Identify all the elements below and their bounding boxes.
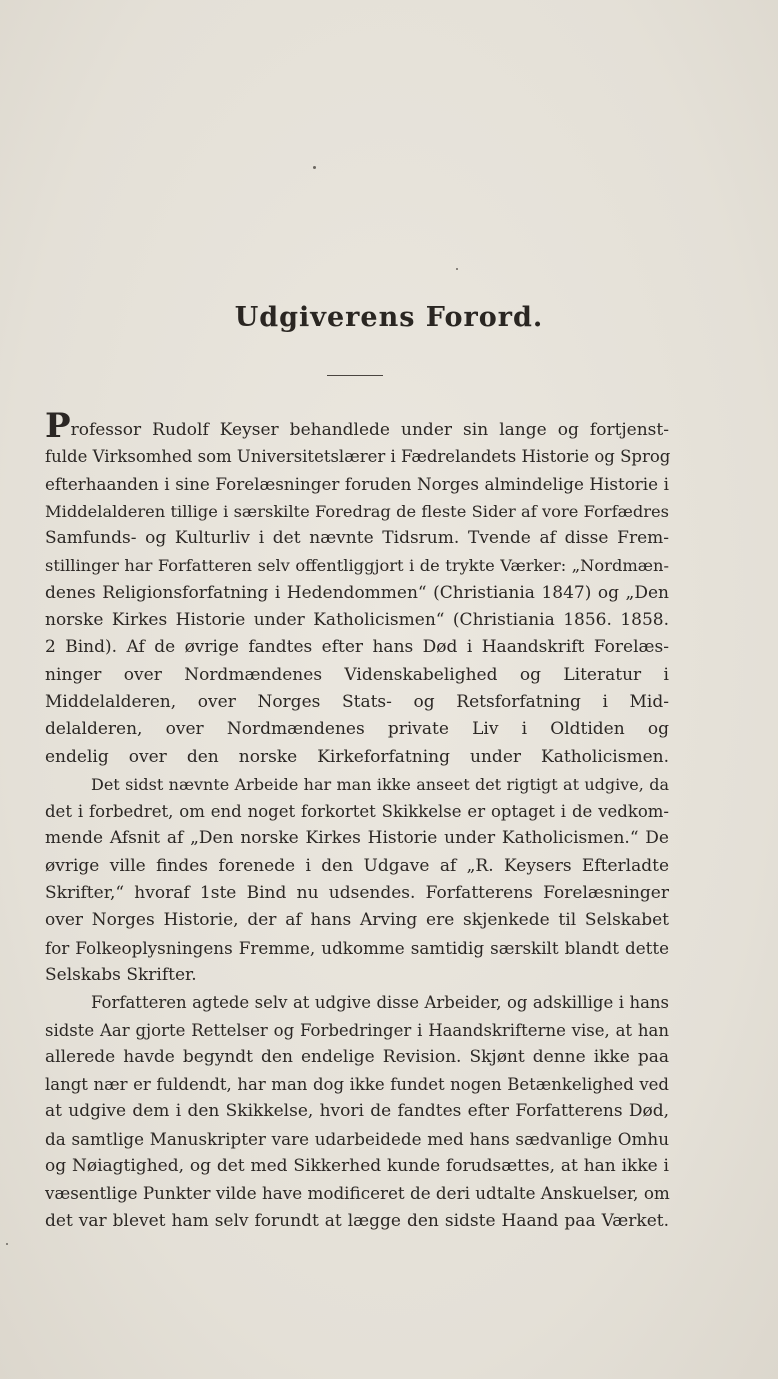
text-line: Middelalderen tillige i særskilte Foredrag de fleste Sider af vore Forfædres — [45, 501, 669, 521]
paragraph — [45, 989, 669, 1235]
text-line: væsentlige Punkter vilde have modificeret de deri udtalte Anskuelser, om — [45, 1183, 670, 1204]
text-line: Middelalderen, over Norges Stats- og Retsforfatning i Mid- — [45, 691, 669, 712]
text-line: fulde Virksomhed som Universitetslærer i Fædrelandets Historie og Sprog — [45, 447, 671, 467]
text-line: at udgive dem i den Skikkelse, hvori de fandtes efter Forfatterens Død, — [45, 1101, 669, 1122]
text-line: langt nær er fuldendt, har man dog ikke fundet nogen Betænkelighed ved — [45, 1075, 669, 1095]
preface-body — [45, 406, 671, 1235]
text-line: Samfunds- og Kulturliv i det nævnte Tidsrum. Tvende af disse Frem- — [45, 528, 669, 549]
text-line: Det sidst nævnte Arbeide har man ikke anseet det rigtigt at udgive, da — [91, 774, 669, 794]
text-line: øvrige ville findes forenede i den Udgave af „R. Keysers Efterladte — [45, 855, 669, 876]
title-divider — [327, 375, 383, 376]
text-line: sidste Aar gjorte Rettelser og Forbedringer i Haandskrifterne vise, at han — [45, 1020, 669, 1040]
text-line: da samtlige Manuskripter vare udarbeidede med hans sædvanlige Omhu — [45, 1128, 669, 1149]
text-line: Skrifter,“ hvoraf 1ste Bind nu udsendes. Forfatterens Forelæsninger — [45, 883, 669, 904]
paper-speck — [313, 166, 316, 169]
paper-speck — [456, 268, 458, 270]
text-line: mende Afsnit af „Den norske Kirkes Historie under Katholicismen.“ De — [45, 828, 669, 849]
text-line: Forfatteren agtede selv at udgive disse Arbeider, og adskillige i hans — [91, 993, 669, 1013]
text-line: denes Religionsforfatning i Hedendommen“ (Christiania 1847) og „Den — [45, 582, 669, 603]
text-line: Professor Rudolf Keyser behandlede under sin lange og fortjenst- — [45, 406, 669, 446]
text-line: for Folkeoplysningens Fremme, udkomme samtidig særskilt blandt dette — [45, 937, 669, 958]
text-line: allerede havde begyndt den endelige Revision. Skjønt denne ikke paa — [45, 1046, 669, 1067]
text-line: det i forbedret, om end noget forkortet Skikkelse er optaget i de vedkom- — [45, 802, 669, 822]
text-line: delalderen, over Nordmændenes private Liv i Oldtiden og — [45, 719, 669, 740]
text-line: Selskabs Skrifter. — [45, 964, 197, 985]
text-line: 2 Bind). Af de øvrige fandtes efter hans Død i Haandskrift Forelæs- — [45, 637, 669, 658]
text-line: det var blevet ham selv forundt at lægge den sidste Haand paa Værket. — [45, 1210, 669, 1231]
text-line: ninger over Nordmændenes Videnskabelighed og Literatur i — [45, 664, 669, 685]
page-title: Udgiverens Forord. — [234, 302, 544, 333]
paper-speck — [6, 1243, 8, 1245]
text-line: og Nøiagtighed, og det med Sikkerhed kunde forudsættes, at han ikke i — [45, 1156, 669, 1177]
paragraph — [45, 771, 669, 989]
paragraph — [45, 406, 671, 771]
text-line: stillinger har Forfatteren selv offentliggjort i de trykte Værker: „Nordmæn- — [45, 556, 669, 576]
text-line: endelig over den norske Kirkeforfatning under Katholicismen. — [45, 746, 669, 767]
drop-cap: P — [45, 406, 71, 446]
text-line: efterhaanden i sine Forelæsninger foruden Norges almindelige Historie i — [45, 473, 669, 494]
text-line: norske Kirkes Historie under Katholicismen“ (Christiania 1856. 1858. — [45, 610, 669, 631]
text-line: over Norges Historie, der af hans Arving ere skjenkede til Selskabet — [45, 910, 669, 931]
